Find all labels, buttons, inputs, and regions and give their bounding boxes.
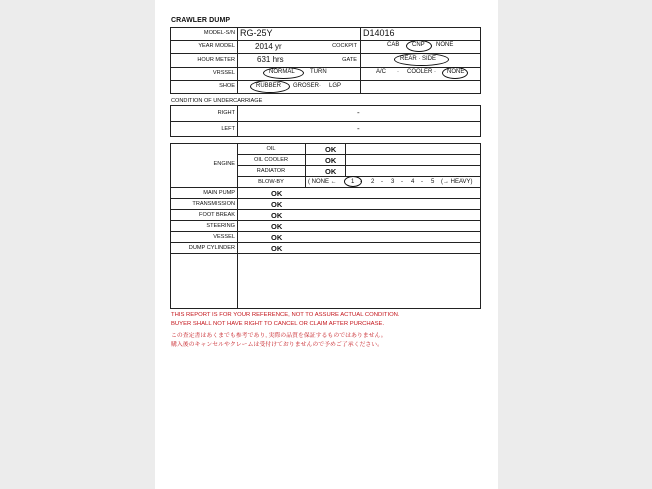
check-foot-break-label: FOOT BREAK [199, 212, 235, 218]
disclaimer-line-3: この査定書はあくまでも参考であり, 実際の品質を保証するものではありません。 [171, 333, 387, 339]
check-transmission-value: OK [271, 200, 283, 209]
engine-label: ENGINE [213, 161, 235, 167]
blowby-scale-1: 1 [351, 179, 355, 185]
check-main-pump-label: MAIN PUMP [203, 190, 235, 196]
blowby-sep-1: - [360, 179, 362, 185]
disclaimer-line-1: THIS REPORT IS FOR YOUR REFERENCE, NOT TO ASSURE ACTUAL CONDITION. [171, 312, 400, 318]
blowby-sep-2: - [381, 179, 383, 185]
engine-oil-cooler-label: OIL COOLER [254, 157, 288, 163]
disclaimer-line-2: BUYER SHALL NOT HAVE RIGHT TO CANCEL OR CLAIM AFTER PURCHASE. [171, 321, 385, 327]
undercarriage-right-label: RIGHT [217, 110, 235, 116]
year-label: YEAR MODEL [198, 43, 235, 49]
engine-radiator-value: OK [325, 167, 337, 176]
gate-label: GATE [342, 57, 357, 63]
check-vessel-label: VESSEL [213, 234, 235, 240]
blowby-scale-4: 4 [411, 179, 415, 185]
vessel-option-turn: TURN [310, 69, 327, 75]
vessel-label: VRSSEL [212, 70, 235, 76]
engine-oil-label: OIL [266, 146, 276, 152]
blowby-scale-3: 3 [391, 179, 395, 185]
check-steering-value: OK [271, 222, 283, 231]
cockpit-label: COCKPIT [332, 43, 357, 49]
blowby-scale-2: 2 [371, 179, 375, 185]
year-value: 2014 yr [255, 42, 282, 51]
meter-value: 631 hrs [257, 55, 284, 64]
sheet-title: CRAWLER DUMP [171, 17, 231, 24]
meter-label: HOUR METER [197, 57, 235, 63]
cockpit-option-cab: CAB [387, 42, 400, 48]
engine-radiator-label: RADIATOR [256, 168, 286, 174]
check-foot-break-value: OK [271, 211, 283, 220]
model-label: MODEL-S/N [203, 30, 235, 36]
ac-option-cooler: COOLER [407, 69, 433, 75]
model-value: RG-25Y [240, 28, 273, 38]
blowby-sep-4: - [421, 179, 423, 185]
blowby-label: BLOW-BY [258, 179, 284, 185]
cockpit-option-cnp: CNP [412, 42, 425, 48]
blowby-sep-3: - [401, 179, 403, 185]
engine-oil-value: OK [325, 145, 337, 154]
check-vessel-value: OK [271, 233, 283, 242]
undercarriage-heading: CONDITION OF UNDERCARRIAGE [171, 98, 263, 104]
gate-value: REAR · SIDE [400, 56, 437, 62]
engine-oil-cooler-value: OK [325, 156, 337, 165]
undercarriage-right-value: - [357, 108, 360, 117]
ac-dot-2: · [434, 69, 436, 75]
ac-option-none: NONE [447, 69, 465, 75]
ac-dot: · [397, 69, 399, 75]
undercarriage-left-label: LEFT [221, 126, 235, 132]
check-steering-label: STEERING [206, 223, 235, 229]
check-main-pump-value: OK [271, 189, 283, 198]
check-dump-cylinder-value: OK [271, 244, 283, 253]
shoe-dot: · [319, 83, 321, 89]
blowby-none: ( NONE ← [308, 179, 337, 185]
serial-value: D14016 [363, 28, 395, 38]
vessel-option-normal: NORMAL [269, 69, 295, 75]
shoe-option-rubber: RUBBER [256, 83, 282, 89]
blowby-heavy: (→ HEAVY) [441, 179, 473, 185]
check-transmission-label: TRANSMISSION [192, 201, 235, 207]
blowby-scale-5: 5 [431, 179, 435, 185]
check-dump-cylinder-label: DUMP CYLINDER [188, 245, 235, 251]
shoe-option-groser: GROSER [293, 83, 320, 89]
shoe-option-lgp: LGP [329, 83, 342, 89]
shoe-label: SHOE [219, 83, 235, 89]
inspection-sheet [155, 0, 498, 489]
undercarriage-left-value: - [357, 124, 360, 133]
disclaimer-line-4: 購入後のキャンセルやクレームは受付けておりませんので予めご了承ください。 [171, 342, 384, 348]
ac-label: A/C [376, 69, 387, 75]
cockpit-option-none: NONE [436, 42, 454, 48]
